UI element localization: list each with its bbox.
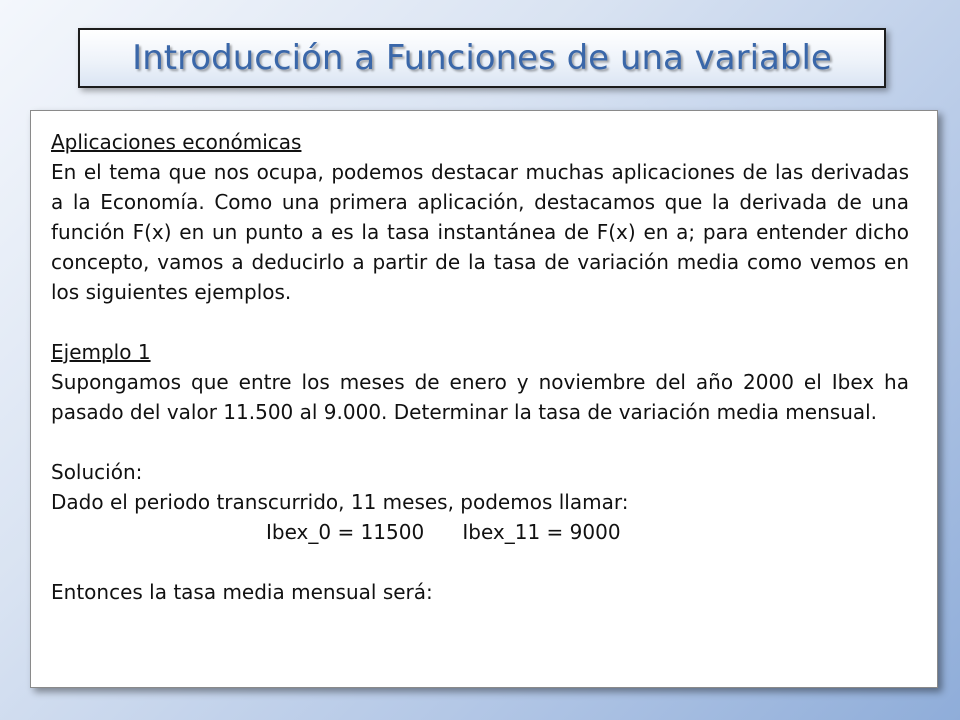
content-box [30, 110, 938, 688]
spacer [51, 307, 909, 337]
example-heading: Ejemplo 1 [51, 340, 151, 364]
spacer [51, 427, 909, 457]
solution-line: Dado el periodo transcurrido, 11 meses, podemos llamar: [51, 490, 629, 514]
intro-paragraph: En el tema que nos ocupa, podemos destacar muchas aplicaciones de las derivadas a la Economía. Como una primera aplicación, destacamos que la derivada de una función F(x) en un punto a es la tasa instantánea de F(x) en a; para entender dicho concepto, vamos a deducirlo a partir de la tasa de variación media como vemos en los siguientes ejemplos. [51, 160, 909, 304]
solution-label: Solución: [51, 460, 143, 484]
conclusion-line: Entonces la tasa media mensual será: [51, 580, 433, 604]
title-box [78, 28, 886, 88]
example-paragraph: Supongamos que entre los meses de enero y noviembre del año 2000 el Ibex ha pasado del valor 11.500 al 9.000. Determinar la tasa de variación media mensual. [51, 370, 909, 424]
section-heading: Aplicaciones económicas [51, 130, 302, 154]
formula-line: Ibex_0 = 11500 Ibex_11 = 9000 [266, 520, 621, 544]
slide-title: Introducción a Funciones de una variable [132, 38, 832, 78]
spacer [51, 547, 909, 577]
